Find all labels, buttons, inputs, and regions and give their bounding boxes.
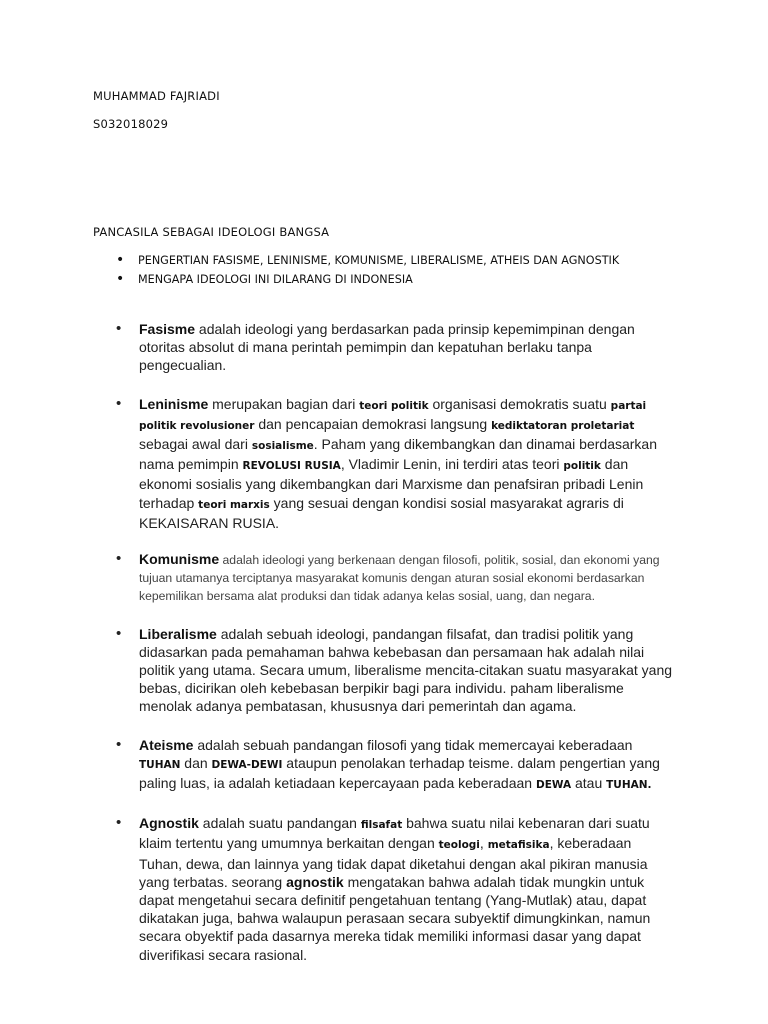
definition-text: organisasi demokratis suatu [428, 395, 611, 412]
keyword: REVOLUSI RUSIA [242, 460, 341, 473]
term-ateisme: Ateisme [139, 736, 194, 753]
keyword: TUHAN. [606, 779, 652, 792]
definition-list [116, 320, 676, 964]
definition-text: dan [180, 754, 212, 771]
keyword: teori politik [359, 399, 429, 412]
topic-list [116, 251, 619, 289]
definition-text: , keberadaan Tuhan, dewa, dan lainnya yang tidak dapat diketahui dengan akal pikiran manusia yang terbatas. seorang [139, 835, 648, 890]
definition-komunisme [116, 550, 676, 605]
author-id: S032018029 [93, 117, 169, 131]
bullet: • [116, 735, 122, 753]
definition-text: adalah sebuah pandangan filosofi yang tidak memercayai keberadaan [193, 736, 633, 753]
keyword: filsafat [360, 819, 403, 832]
topic-item: • PENGERTIAN FASISME, LENINISME, KOMUNISME, LIBERALISME, ATHEIS DAN AGNOSTIK [116, 251, 619, 270]
bullet: • [116, 394, 122, 412]
bullet: • [116, 814, 122, 832]
term-fasisme: Fasisme [139, 321, 196, 337]
topic-item: • MENGAPA IDEOLOGI INI DILARANG DI INDONESIA [116, 270, 619, 289]
keyword: TUHAN [139, 758, 181, 771]
document-title: PANCASILA SEBAGAI IDEOLOGI BANGSA [93, 225, 330, 239]
bullet: • [116, 624, 122, 642]
definition-text: , Vladimir Lenin, ini terdiri atas teori [340, 456, 564, 473]
term-liberalisme: Liberalisme [139, 625, 217, 642]
definition-text: adalah ideologi yang berdasarkan pada prinsip kepemimpinan dengan otoritas absolut di mana perintah pemimpin dan kepatuhan berlaku tanpa pengecualian. [139, 321, 635, 374]
definition-leninisme [116, 395, 676, 532]
definition-ateisme [116, 736, 676, 795]
keyword: DEWA [535, 779, 572, 792]
definition-fasisme [116, 320, 676, 375]
definition-text: sebagai awal dari [139, 436, 252, 453]
keyword: politik [563, 460, 601, 473]
bullet: • [116, 320, 122, 337]
definition-text: adalah suatu pandangan [198, 815, 361, 832]
keyword: teori marxis [198, 498, 270, 511]
definition-text: adalah ideologi yang berkenaan dengan filosofi, politik, sosial, dan ekonomi yang tujuan utamanya terciptanya masyarakat komunis dengan aturan sosial ekonomi berdasarkan kepemilikan bersama alat produksi dan tidak adanya kelas sosial, uang, dan negara. [139, 553, 660, 604]
keyword: sosialisme [251, 440, 314, 453]
definition-text: dan pencapaian demokrasi langsung [254, 415, 492, 432]
keyword: teologi [438, 839, 480, 852]
definition-text: . Paham yang dikembangkan dan dinamai berdasarkan nama pemimpin [139, 436, 657, 473]
definition-text: , [479, 835, 488, 852]
term-leninisme: Leninisme [139, 395, 209, 412]
keyword: metafisika [487, 839, 550, 852]
definition-text: mengatakan bahwa adalah tidak mungkin untuk dapat mengetahui secara definitif pengetahuan tentang (Yang-Mutlak) atau, dapat dikatakan juga, bahwa walaupun perasaan secara subyektif dimungkinkan, namun secara obyektif pada dasarnya mereka tidak memiliki informasi dasar yang dapat diverifikasi secara rasional. [139, 873, 651, 963]
definition-text: bahwa suatu nilai kebenaran dari suatu klaim tertentu yang umumnya berkaitan dengan [139, 815, 650, 852]
keyword-bold: agnostik [286, 873, 344, 890]
definition-text: adalah sebuah ideologi, pandangan filsafat, dan tradisi politik yang didasarkan pada pemahaman bahwa kebebasan dan persamaan hak adalah nilai politik yang utama. Secara umum, liberalisme mencita-citakan suatu masyarakat yang bebas, dicirikan oleh kebebasan berpikir bagi para individu. paham liberalisme menolak adanya pembatasan, khususnya dari pemerintah dan agama. [139, 625, 673, 715]
definition-text: dan ekonomi sosialis yang dikembangkan dari Marxisme dan penafsiran pribadi Lenin terhadap [139, 456, 644, 511]
term-agnostik: Agnostik [139, 815, 199, 832]
definition-text: merupakan bagian dari [208, 395, 360, 412]
keyword: DEWA-DEWI [211, 758, 283, 771]
keyword: partai politik revolusioner [139, 399, 647, 432]
bullet: • [116, 550, 122, 568]
definition-text: yang sesuai dengan kondisi sosial masyarakat agraris di KEKAISARAN RUSIA. [139, 494, 624, 531]
term-komunisme: Komunisme [139, 551, 220, 568]
definition-text: atau [571, 775, 607, 792]
definition-agnostik [116, 814, 676, 964]
definition-liberalisme [116, 625, 676, 716]
author-name: MUHAMMAD FAJRIADI [93, 89, 220, 103]
keyword: kediktatoran proletariat [491, 419, 635, 432]
definition-text: ataupun penolakan terhadap teisme. dalam pengertian yang paling luas, ia adalah ketiadaan kepercayaan pada keberadaan [139, 754, 660, 792]
